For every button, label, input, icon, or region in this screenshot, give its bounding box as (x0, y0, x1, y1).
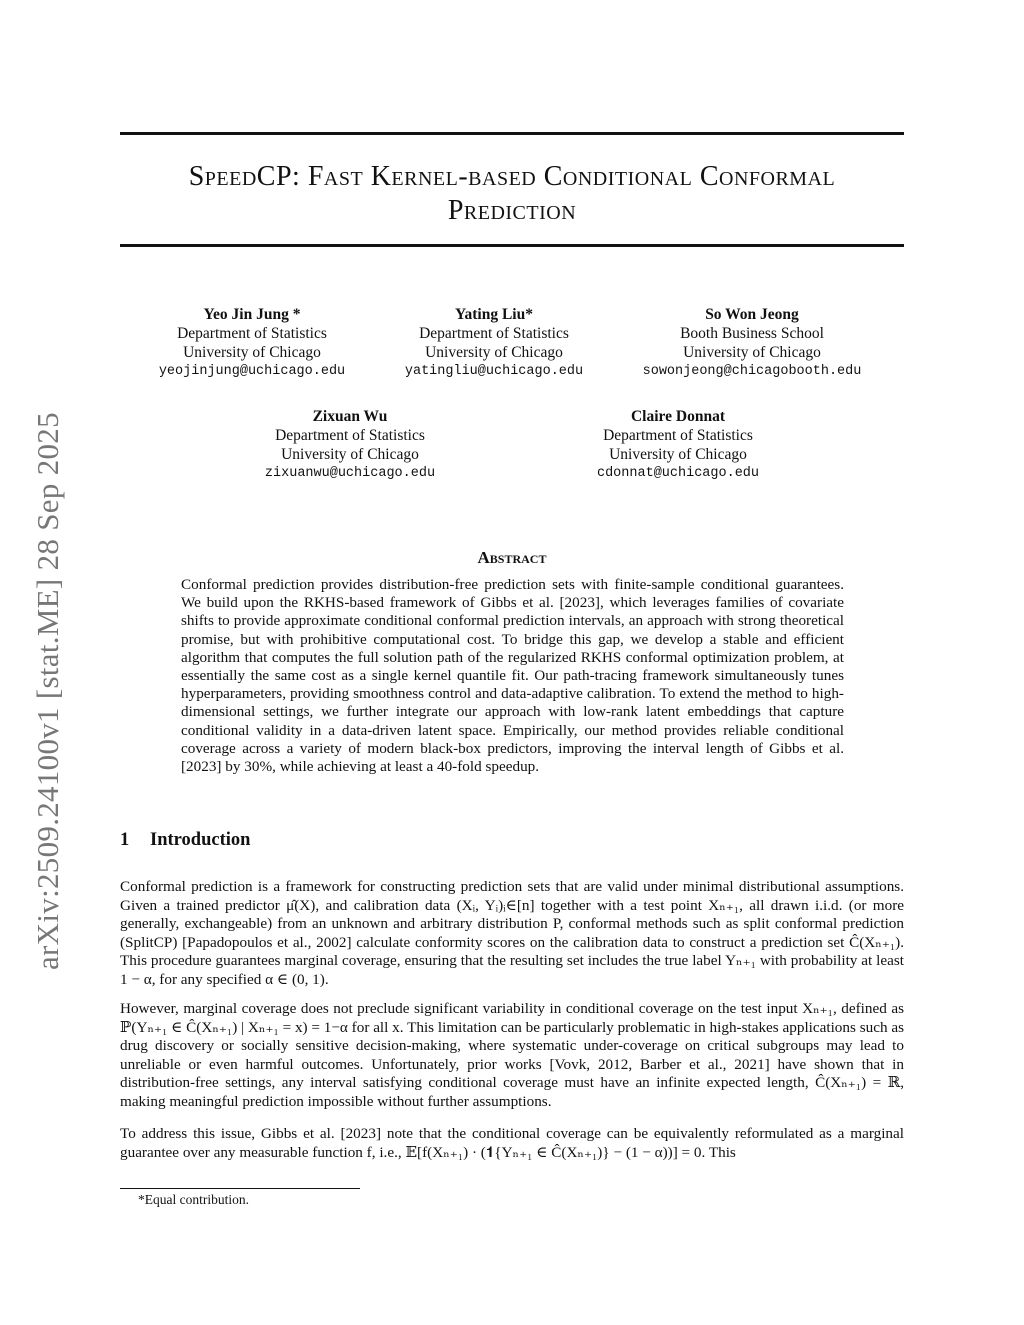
author-name: Claire Donnat (630, 408, 725, 425)
intro-paragraph-3: To address this issue, Gibbs et al. [2023] note that the conditional coverage can be equivalently reformulated as a marginal guarantee over any measurable function f, i.e., 𝔼[f(Xₙ₊₁) · (𝟏{Yₙ₊₁ ∈ Ĉ(Xₙ₊₁)} − (1 − α))] = 0. This (120, 1125, 904, 1161)
author-name: Zixuan Wu (312, 408, 388, 425)
author-name: Yeo Jin Jung * (203, 306, 301, 323)
section-title: Introduction (150, 830, 251, 850)
author-block (622, 305, 882, 381)
footnote-rule (120, 1188, 360, 1189)
author-dept: Department of Statistics (177, 325, 327, 342)
intro-paragraph-2: However, marginal coverage does not preclude significant variability in conditional coverage on the test input Xₙ₊₁, defined as ℙ(Yₙ₊₁ ∈ Ĉ(Xₙ₊₁) | Xₙ₊₁ = x) = 1−α for all x. This limitation can be particularly problematic in high-stakes applications such as drug discovery or socially sensitive decision-making, where systematic under-coverage on critical subgroups may lead to unreliable or even harmful outcomes. Unfortunately, prior works [Vovk, 2012, Barber et al., 2021] have shown that in distribution-free settings, any interval satisfying conditional coverage must have an infinite expected length, Ĉ(Xₙ₊₁) = ℝ, making meaningful prediction impossible without further assumptions. (120, 1000, 904, 1110)
author-univ: University of Chicago (683, 344, 821, 361)
intro-paragraph-1: Conformal prediction is a framework for constructing prediction sets that are valid under minimal distributional assumptions. Given a trained predictor μ̂(X), and calibration data (Xᵢ, Yᵢ)ᵢ∈[n] together with a test point Xₙ₊₁, all drawn i.i.d. (or more generally, exchangeable) from an unknown and arbitrary distribution P, conformal methods such as split conformal prediction (SplitCP) [Papadopoulos et al., 2002] calculate conformity scores on the calibration data to construct a prediction set Ĉ(Xₙ₊₁). This procedure guarantees marginal coverage, ensuring that the resulting set includes the true label Yₙ₊₁ with probability at least 1 − α, for any specified α ∈ (0, 1). (120, 878, 904, 988)
author-dept: Department of Statistics (603, 427, 753, 444)
author-univ: University of Chicago (425, 344, 563, 361)
author-univ: University of Chicago (609, 446, 747, 463)
author-block (122, 305, 382, 381)
title-top-rule (120, 132, 904, 135)
author-email[interactable]: yeojinjung@uchicago.edu (158, 364, 346, 379)
abstract-heading: Abstract (477, 548, 547, 567)
author-email[interactable]: yatingliu@uchicago.edu (404, 364, 584, 379)
author-univ: University of Chicago (183, 344, 321, 361)
author-block (220, 407, 480, 483)
paper-title-line2: Prediction (447, 195, 577, 226)
author-dept: Booth Business School (680, 325, 824, 342)
author-email[interactable]: sowonjeong@chicagobooth.edu (642, 364, 862, 379)
author-dept: Department of Statistics (419, 325, 569, 342)
author-dept: Department of Statistics (275, 427, 425, 444)
abstract-text: Conformal prediction provides distribution-free prediction sets with finite-sample conditional guarantees. We build upon the RKHS-based framework of Gibbs et al. [2023], which leverages families of covariate shifts to provide approximate conditional conformal prediction intervals, an approach with strong theoretical promise, but with prohibitive computational cost. To bridge this gap, we develop a stable and efficient algorithm that computes the full solution path of the regularized RKHS conformal optimization problem, at essentially the same cost as a single kernel quantile fit. Our path-tracing framework simultaneously tunes hyperparameters, providing smoothness control and data-adaptive calibration. To extend the method to high-dimensional settings, we further integrate our approach with low-rank latent embeddings that capture conditional validity in a data-driven latent space. Empirically, our method provides reliable conditional coverage across a variety of modern black-box predictors, improving the interval length of Gibbs et al. [2023] by 30%, while achieving at least a 40-fold speedup. (181, 576, 844, 776)
section-number: 1 (120, 830, 130, 850)
author-block (364, 305, 624, 381)
title-bottom-rule (120, 244, 904, 247)
author-name: Yating Liu* (455, 306, 533, 323)
author-email[interactable]: zixuanwu@uchicago.edu (264, 466, 436, 481)
section-heading (120, 830, 250, 851)
paper-title-line1: SpeedCP: Fast Kernel-based Conditional Conformal (188, 161, 836, 192)
author-univ: University of Chicago (281, 446, 419, 463)
footnote: *Equal contribution. (138, 1192, 249, 1207)
author-name: So Won Jeong (705, 306, 799, 323)
author-block (548, 407, 808, 483)
arxiv-identifier: arXiv:2509.24100v1 [stat.ME] 28 Sep 2025 (30, 412, 65, 970)
author-email[interactable]: cdonnat@uchicago.edu (596, 466, 760, 481)
